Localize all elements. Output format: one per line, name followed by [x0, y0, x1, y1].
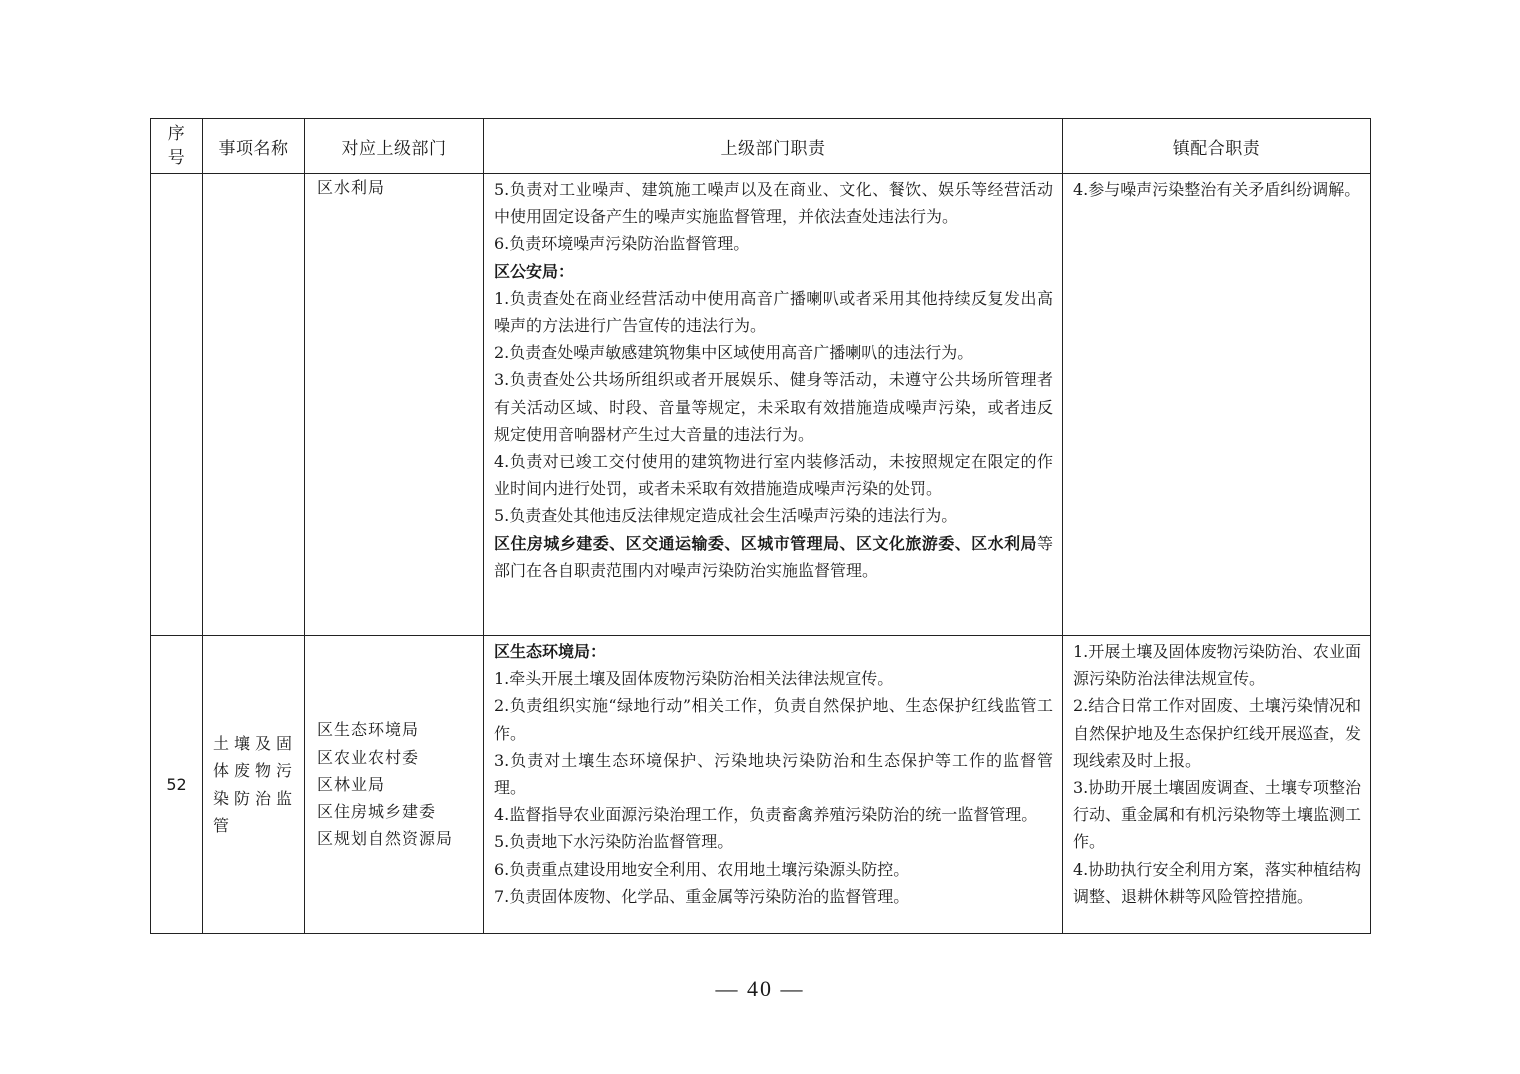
row1-duties: [484, 174, 1063, 636]
town-duty-item: 4.协助执行安全利用方案，落实种植结构调整、退耕休耕等风险管控措施。: [1073, 859, 1361, 906]
row1-town-list: [1063, 174, 1370, 203]
row2-name: [203, 636, 305, 934]
duty-paragraph: [494, 828, 1053, 855]
table-header-row: [151, 119, 1371, 174]
duty-paragraph: [494, 883, 1053, 910]
duty-paragraph: [494, 448, 1053, 502]
dept-item: 区生态环境局: [317, 720, 420, 740]
duty-paragraph: [494, 747, 1053, 801]
row1-town: [1063, 174, 1371, 636]
dept-item: 区水利局: [317, 178, 386, 197]
duty-text: 6.负责环境噪声污染防治监督管理。: [494, 234, 750, 254]
table-row: [151, 174, 1371, 636]
dept-item: 区规划自然资源局: [317, 829, 454, 849]
header-name: 事项名称: [203, 119, 305, 174]
row2-town-list: [1063, 636, 1370, 910]
duties-table: [150, 118, 1371, 934]
duty-text: 4.监督指导农业面源污染治理工作，负责畜禽养殖污染防治的统一监督管理。: [494, 805, 1038, 825]
duty-paragraph: [494, 176, 1053, 230]
duty-paragraph: [494, 856, 1053, 883]
duty-text: 1.负责查处在商业经营活动中使用高音广播喇叭或者采用其他持续反复发出高噪声的方法进行广告宣传的违法行为。: [494, 288, 1053, 336]
page-number: — 40 —: [715, 976, 805, 1001]
duty-paragraph: [494, 665, 1053, 692]
row2-duties-list: [484, 636, 1062, 910]
row2-dept: [305, 636, 484, 934]
dept-item: 区林业局: [317, 774, 386, 794]
row1-seq: [151, 174, 203, 636]
header-seq: 序号: [151, 119, 203, 174]
dept-item: 区农业农村委: [317, 747, 420, 767]
duty-text: 等部门在各自职责范围内对噪声污染防治实施监督管理。: [494, 533, 1053, 580]
duty-bold-label: 区住房城乡建委、区交通运输委、区城市管理局、区文化旅游委、区水利局: [494, 533, 1037, 553]
row2-duties: [484, 636, 1063, 934]
header-duties: 上级部门职责: [484, 119, 1063, 174]
row1-name: [203, 174, 305, 636]
duty-paragraph: [494, 285, 1053, 339]
duty-paragraph: [494, 502, 1053, 529]
duty-text: 2.负责查处噪声敏感建筑物集中区域使用高音广播喇叭的违法行为。: [494, 343, 974, 363]
duty-paragraph: [494, 339, 1053, 366]
town-duty-item: 1.开展土壤及固体废物污染防治、农业面源污染防治法律法规宣传。: [1073, 642, 1361, 689]
header-town: 镇配合职责: [1063, 119, 1371, 174]
row2-dept-list: [305, 716, 483, 852]
row2-town: [1063, 636, 1371, 934]
row2-name-text: 土壤及固体废物污染防治监管: [213, 734, 295, 835]
duty-text: 6.负责重点建设用地安全利用、农用地土壤污染源头防控。: [494, 859, 910, 879]
duty-text: 5.负责地下水污染防治监督管理。: [494, 832, 734, 852]
duty-text: 1.牵头开展土壤及固体废物污染防治相关法律法规宣传。: [494, 669, 894, 689]
duty-paragraph: [494, 638, 1053, 665]
row1-duties-list: [484, 174, 1062, 584]
duty-text: 3.负责查处公共场所组织或者开展娱乐、健身等活动，未遵守公共场所管理者有关活动区域、时段、音量等规定，未采取有效措施造成噪声污染，或者违反规定使用音响器材产生过大音量的违法行为。: [494, 370, 1053, 444]
duty-bold-label: 区公安局：: [494, 261, 575, 281]
duty-paragraph: [494, 366, 1053, 448]
duty-text: 2.负责组织实施“绿地行动”相关工作，负责自然保护地、生态保护红线监管工作。: [494, 696, 1053, 743]
duty-paragraph: [494, 530, 1053, 584]
duty-text: 3.负责对土壤生态环境保护、污染地块污染防治和生态保护等工作的监督管理。: [494, 750, 1053, 798]
town-duty-item: 2.结合日常工作对固废、土壤污染情况和自然保护地及生态保护红线开展巡查，发现线索及时上报。: [1073, 696, 1362, 770]
dept-item: 区住房城乡建委: [317, 802, 437, 822]
town-duty-item: 3.协助开展土壤固废调查、土壤专项整治行动、重金属和有机污染物等土壤监测工作。: [1073, 778, 1362, 852]
duty-paragraph: [494, 230, 1053, 257]
duty-paragraph: [494, 801, 1053, 828]
duty-paragraph: [494, 692, 1053, 746]
duty-text: 5.负责对工业噪声、建筑施工噪声以及在商业、文化、餐饮、娱乐等经营活动中使用固定设备产生的噪声实施监督管理，并依法查处违法行为。: [494, 180, 1053, 227]
row1-dept: [305, 174, 484, 636]
table-row: [151, 636, 1371, 934]
row2-seq: 52: [151, 636, 203, 934]
row1-dept-list: [305, 174, 483, 201]
duty-text: 7.负责固体废物、化学品、重金属等污染防治的监督管理。: [494, 886, 910, 906]
town-duty-item: 4.参与噪声污染整治有关矛盾纠纷调解。: [1073, 180, 1361, 199]
duty-text: 5.负责查处其他违反法律规定造成社会生活噪声污染的违法行为。: [494, 506, 958, 526]
duty-text: 4.负责对已竣工交付使用的建筑物进行室内装修活动，未按照规定在限定的作业时间内进行处罚，或者未采取有效措施造成噪声污染的处罚。: [494, 452, 1053, 499]
header-dept: 对应上级部门: [305, 119, 484, 174]
duty-paragraph: [494, 258, 1053, 285]
duty-bold-label: 区生态环境局：: [494, 642, 607, 661]
